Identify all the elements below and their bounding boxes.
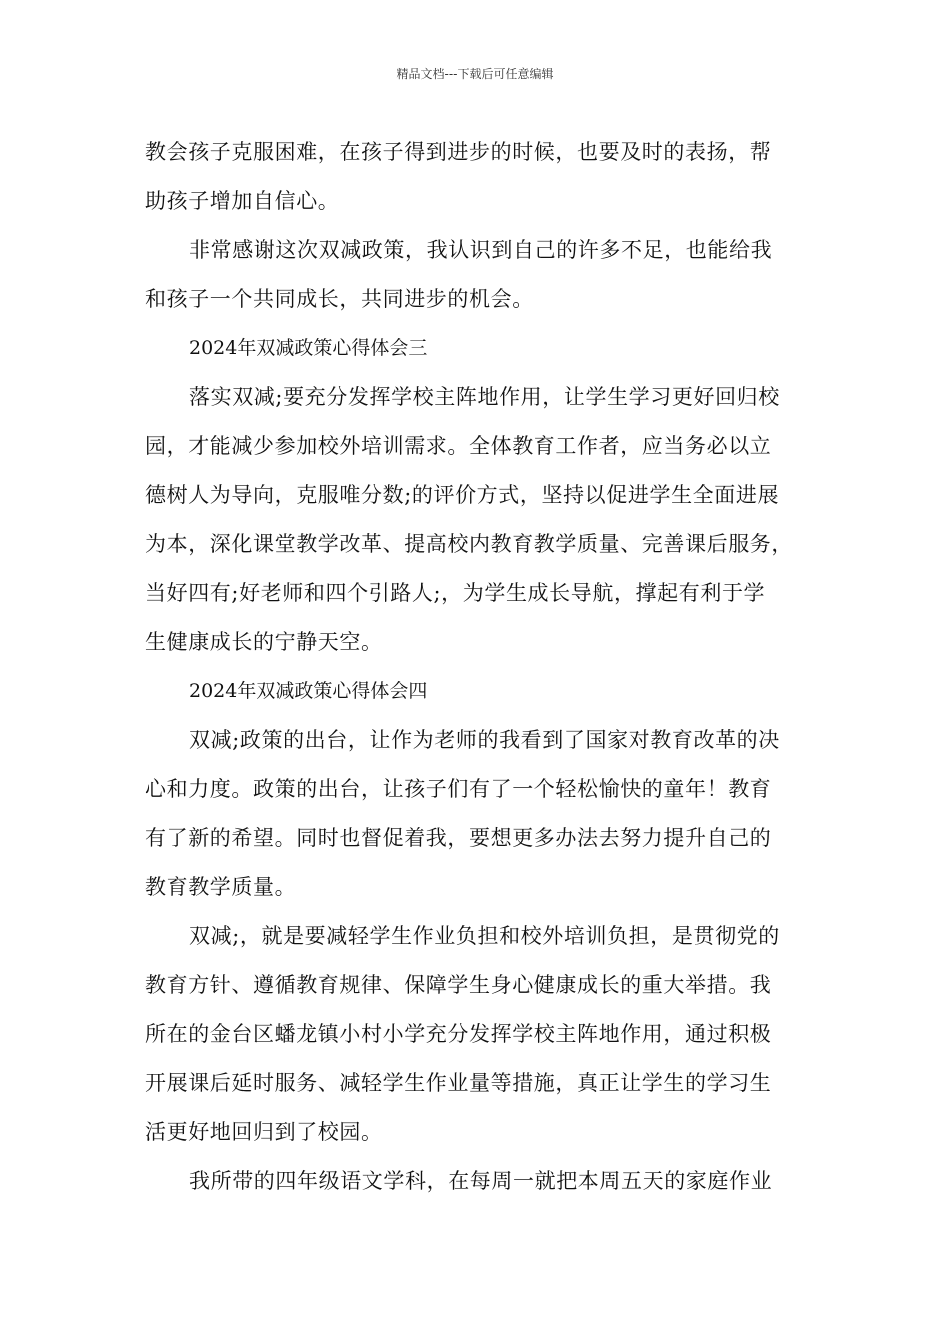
paragraph-line: 有了新的希望。同时也督促着我，要想更多办法去努力提升自己的 — [145, 826, 772, 850]
paragraph-line: 非常感谢这次双减政策，我认识到自己的许多不足，也能给我 — [189, 238, 773, 262]
paragraph-line: 生健康成长的宁静天空。 — [145, 630, 383, 654]
paragraph-line: 教会孩子克服困难，在孩子得到进步的时候，也要及时的表扬，帮 — [145, 140, 772, 164]
paragraph-line: 助孩子增加自信心。 — [145, 189, 340, 213]
paragraph-line: 双减;政策的出台，让作为老师的我看到了国家对教育改革的决 — [189, 728, 780, 752]
section-heading: 2024年双减政策心得体会三 — [189, 337, 428, 359]
paragraph-line: 开展课后延时服务、减轻学生作业量等措施，真正让学生的学习生 — [145, 1071, 772, 1095]
section-heading: 2024年双减政策心得体会四 — [189, 680, 428, 702]
paragraph-line: 教育教学质量。 — [145, 875, 297, 899]
paragraph-line: 德树人为导向，克服唯分数;的评价方式，坚持以促进学生全面进展 — [145, 483, 780, 507]
paragraph-line: 为本，深化课堂教学改革、提高校内教育教学质量、完善课后服务， — [145, 532, 793, 556]
paragraph-line: 和孩子一个共同成长，共同进步的机会。 — [145, 287, 534, 311]
paragraph-line: 双减;，就是要减轻学生作业负担和校外培训负担，是贯彻党的 — [189, 924, 780, 948]
paragraph-line: 心和力度。政策的出台，让孩子们有了一个轻松愉快的童年！教育 — [145, 777, 772, 801]
paragraph-line: 我所带的四年级语文学科，在每周一就把本周五天的家庭作业 — [189, 1169, 773, 1193]
paragraph-line: 当好四有;好老师和四个引路人;，为学生成长导航，撑起有利于学 — [145, 581, 766, 605]
paragraph-line: 活更好地回归到了校园。 — [145, 1120, 383, 1144]
paragraph-line: 教育方针、遵循教育规律、保障学生身心健康成长的重大举措。我 — [145, 973, 772, 997]
paragraph-line: 落实双减;要充分发挥学校主阵地作用，让学生学习更好回归校 — [189, 385, 780, 409]
paragraph-line: 园，才能减少参加校外培训需求。全体教育工作者，应当务必以立 — [145, 434, 772, 458]
document-body — [145, 128, 825, 1206]
paragraph-line: 所在的金台区蟠龙镇小村小学充分发挥学校主阵地作用，通过积极 — [145, 1022, 772, 1046]
page-header: 精品文档---下载后可任意编辑 — [396, 67, 554, 81]
